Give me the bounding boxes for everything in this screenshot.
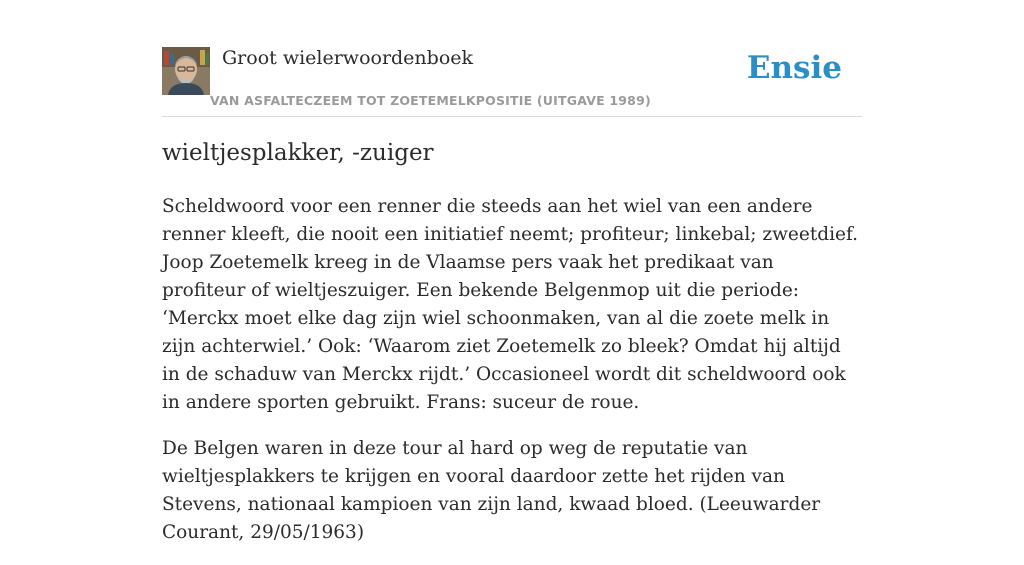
page-header — [162, 44, 862, 117]
entry-quote: De Belgen waren in deze tour al hard op weg de reputatie van wieltjesplakkers te krijgen en vooral daardoor zette het rijden van Stevens, nationaal kampioen van zijn land, kwaad bloed. (Leeuwarder Courant, 29/05/1963) — [162, 438, 821, 543]
entry-definition: Scheldwoord voor een renner die steeds aan het wiel van een andere renner kleeft, die nooit een initiatief neemt; profiteur; linkebal; zweetdief. Joop Zoetemelk kreeg in de Vlaamse pers vaak het predikaat van profiteur of wieltjeszuiger. Een bekende Belgenmop uit die periode: ‘Merckx moet elke dag zijn wiel schoonmaken, van al die zoete melk in zijn achterwiel.’ Ook: ‘Waarom ziet Zoetemelk zo bleek? Omdat hij altijd in de schaduw van Merckx rijdt.’ Occasioneel wordt dit scheldwoord ook in andere sporten gebruikt. Frans: suceur de roue. — [162, 196, 859, 413]
entry-content — [162, 193, 862, 565]
entry-title: wieltjesplakker, -zuiger — [162, 140, 434, 166]
ensie-logo[interactable]: Ensie — [746, 50, 842, 86]
book-title[interactable]: Groot wielerwoordenboek — [222, 47, 474, 69]
author-avatar[interactable] — [162, 47, 210, 95]
book-subtitle: VAN ASFALTECZEEM TOT ZOETEMELKPOSITIE (UITGAVE 1989) — [210, 93, 651, 108]
avatar-icon — [162, 47, 210, 95]
